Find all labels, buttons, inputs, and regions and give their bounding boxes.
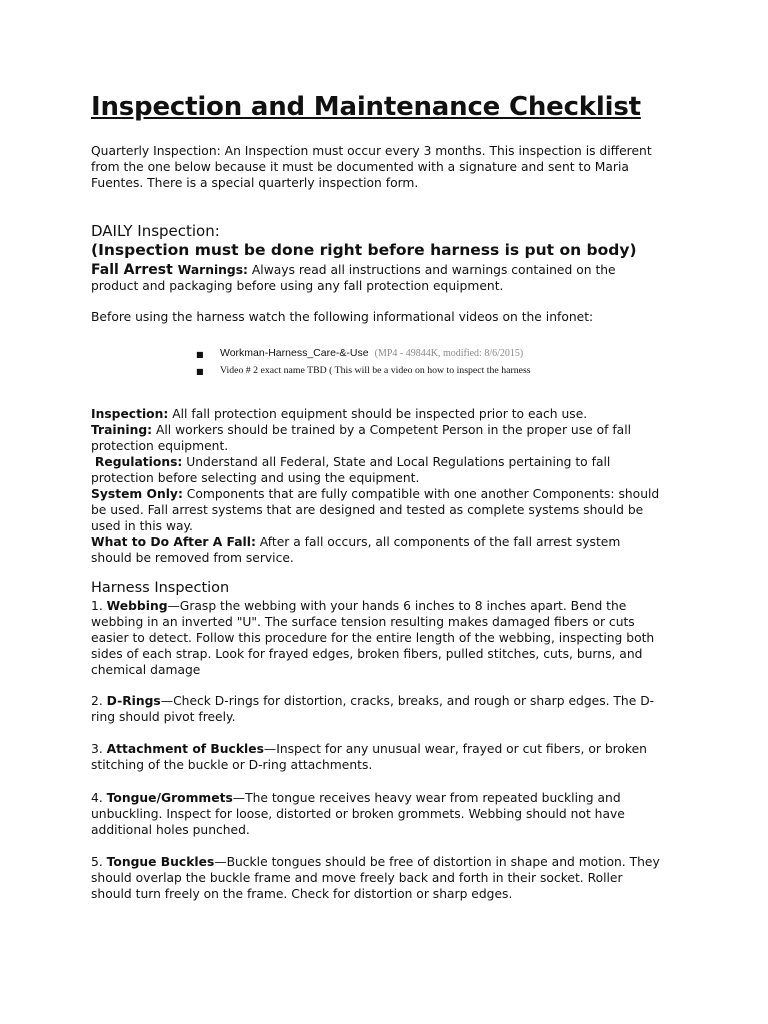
item-text: sides of each strap. Look for frayed edges, broken fibers, pulled stitches, cuts, burns, and <box>91 647 643 661</box>
regulations-text-1: Understand all Federal, State and Local Regulations pertaining to fall <box>182 455 611 469</box>
fall-arrest-label: Fall Arrest <box>91 262 178 278</box>
system-only-text-2: be used. Fall arrest systems that are designed and tested as complete systems should be <box>91 503 644 517</box>
item-text: additional holes punched. <box>91 823 250 837</box>
item-text: webbing in an inverted "U". The surface tension resulting makes damaged fibers or cuts <box>91 615 635 629</box>
item-d-rings <box>91 693 691 725</box>
fall-arrest-text-2: product and packaging before using any fall protection equipment. <box>91 279 504 293</box>
page-title: Inspection and Maintenance Checklist <box>91 92 641 122</box>
item-text: ring should pivot freely. <box>91 710 236 724</box>
item-number: 5. <box>91 855 107 869</box>
daily-inspection-heading <box>91 222 637 260</box>
tongue-grommets-label: Tongue/Grommets <box>106 791 233 805</box>
quarterly-inspection-paragraph <box>91 143 691 191</box>
daily-heading-line-1: DAILY Inspection: <box>91 222 220 240</box>
item-text: unbuckling. Inspect for loose, distorted or broken grommets. Webbing should not have <box>91 807 625 821</box>
tongue-buckles-label: Tongue Buckles <box>106 855 215 869</box>
after-fall-text-1: After a fall occurs, all components of the fall arrest system <box>255 535 621 549</box>
daily-heading-line-2: (Inspection must be done right before harness is put on body) <box>91 241 637 259</box>
webbing-label: Webbing <box>106 599 168 613</box>
inspection-label: Inspection: <box>91 407 169 421</box>
bullet-icon: ■ <box>196 367 204 376</box>
item-webbing <box>91 598 691 678</box>
definitions-block <box>91 406 691 566</box>
fall-arrest-text-1: Always read all instructions and warnings contained on the <box>247 263 616 277</box>
inspection-text: All fall protection equipment should be inspected prior to each use. <box>168 407 588 421</box>
item-number: 4. <box>91 791 107 805</box>
bullet-icon: ■ <box>196 350 204 359</box>
quarterly-line-3: Fuentes. There is a special quarterly inspection form. <box>91 176 419 190</box>
item-text: easier to detect. Follow this procedure for the entire length of the webbing, inspecting both <box>91 631 655 645</box>
item-text: —Check D-rings for distortion, cracks, breaks, and rough or sharp edges. The D- <box>160 694 655 708</box>
system-only-label: System Only: <box>91 487 183 501</box>
list-item <box>196 360 531 377</box>
item-number: 3. <box>91 742 107 756</box>
item-text: should turn freely on the frame. Check for distortion or sharp edges. <box>91 887 513 901</box>
video-list <box>196 343 531 377</box>
item-attachment-of-buckles <box>91 741 691 773</box>
harness-inspection-heading: Harness Inspection <box>91 580 230 596</box>
d-rings-label: D-Rings <box>106 694 161 708</box>
training-text-1: All workers should be trained by a Competent Person in the proper use of fall <box>152 423 632 437</box>
regulations-text-2: protection before selecting and using the equipment. <box>91 471 420 485</box>
fall-arrest-paragraph <box>91 262 691 294</box>
quarterly-line-1: Quarterly Inspection: An Inspection must occur every 3 months. This inspection is different <box>91 144 652 158</box>
list-item <box>196 343 531 360</box>
video-2-text: Video # 2 exact name TBD ( This will be a video on how to inspect the harness <box>220 365 531 376</box>
item-text: —Grasp the webbing with your hands 6 inches to 8 inches apart. Bend the <box>167 599 627 613</box>
after-fall-label: What to Do After A Fall: <box>91 535 256 549</box>
item-text: stitching of the buckle or D-ring attachments. <box>91 758 373 772</box>
warnings-label: Warnings: <box>177 263 248 277</box>
after-fall-text-2: should be removed from service. <box>91 551 294 565</box>
regulations-label: Regulations: <box>94 455 183 469</box>
system-only-text-3: used in this way. <box>91 519 193 533</box>
video-link-workman-harness[interactable]: Workman-Harness_Care-&-Use <box>220 347 369 359</box>
video-meta: (MP4 - 49844K, modified: 8/6/2015) <box>374 348 524 359</box>
attachment-of-buckles-label: Attachment of Buckles <box>106 742 264 756</box>
before-videos-text: Before using the harness watch the following informational videos on the infonet: <box>91 310 594 324</box>
training-text-2: protection equipment. <box>91 439 229 453</box>
item-number: 1. <box>91 599 107 613</box>
training-label: Training: <box>91 423 153 437</box>
item-text: —The tongue receives heavy wear from repeated buckling and <box>232 791 621 805</box>
item-number: 2. <box>91 694 107 708</box>
item-text: chemical damage <box>91 663 201 677</box>
item-text: should overlap the buckle frame and move freely back and forth in their socket. Roller <box>91 871 623 885</box>
item-tongue-grommets <box>91 790 691 838</box>
item-text: —Inspect for any unusual wear, frayed or cut fibers, or broken <box>263 742 647 756</box>
item-text: —Buckle tongues should be free of distortion in shape and motion. They <box>214 855 660 869</box>
system-only-text-1: Components that are fully compatible with one another Components: should <box>182 487 660 501</box>
quarterly-line-2: from the one below because it must be documented with a signature and sent to Maria <box>91 160 629 174</box>
item-tongue-buckles <box>91 854 691 902</box>
